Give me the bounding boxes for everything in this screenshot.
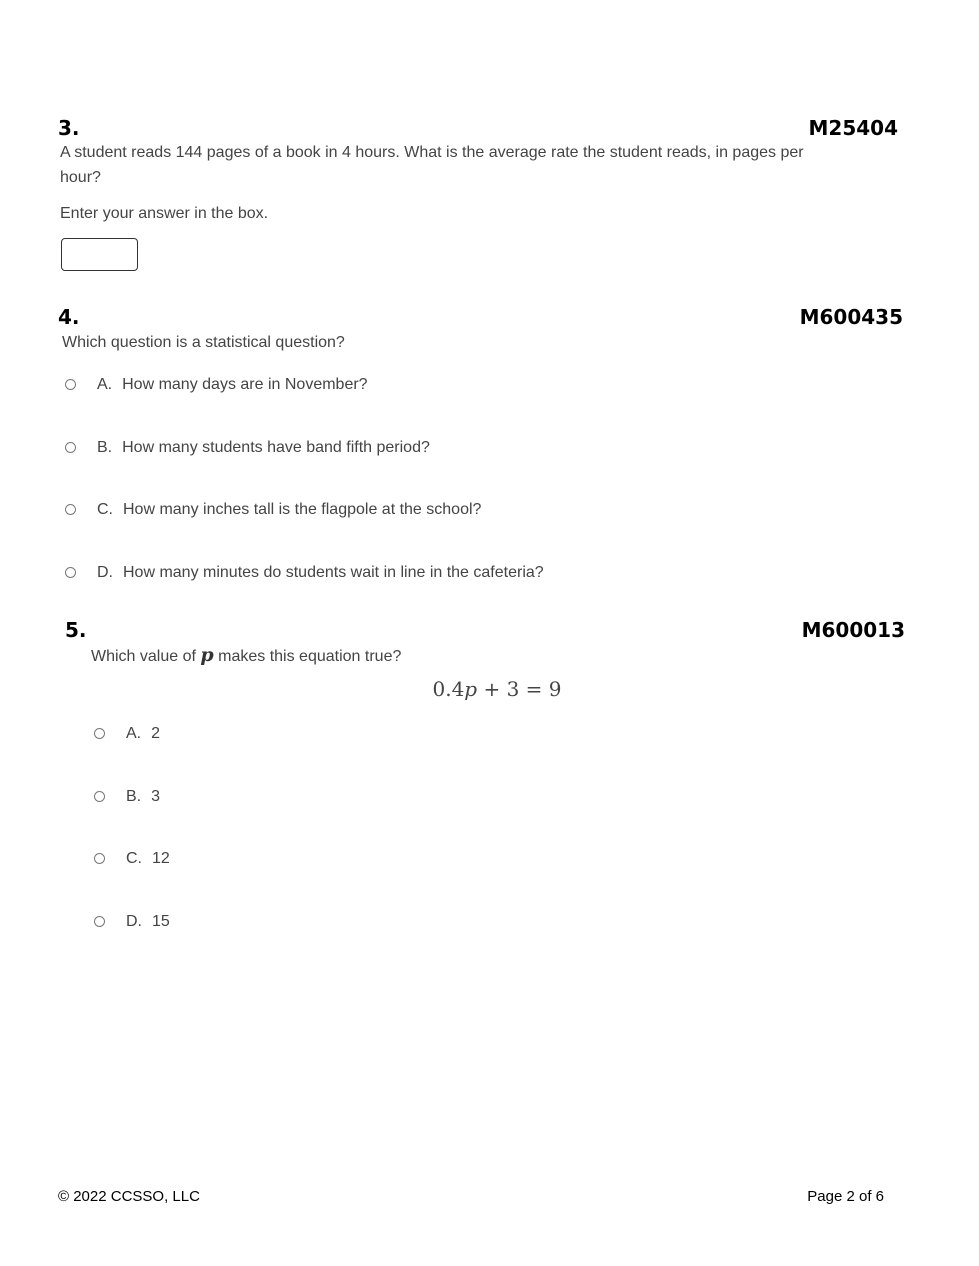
item-id: M600013 xyxy=(801,618,905,642)
question-number: 5. xyxy=(65,618,87,642)
choice-a[interactable] xyxy=(65,373,368,397)
stem-text-after: makes this equation true? xyxy=(218,648,402,665)
equation-variable: p xyxy=(464,677,478,701)
footer-page-number: Page 2 of 6 xyxy=(807,1188,884,1205)
choice-text: How many minutes do students wait in line in the cafeteria? xyxy=(123,564,544,581)
item-id: M600435 xyxy=(799,305,903,329)
choice-letter: C. xyxy=(126,850,142,867)
choice-c[interactable] xyxy=(94,847,170,871)
choice-letter: C. xyxy=(97,501,113,518)
choice-b[interactable] xyxy=(94,785,160,809)
question-stem: Which question is a statistical question? xyxy=(62,334,345,351)
question-number: 3. xyxy=(58,116,80,140)
stem-variable: p xyxy=(200,644,214,666)
choice-text: How many inches tall is the flagpole at the school? xyxy=(123,501,482,518)
radio-button[interactable] xyxy=(94,791,105,802)
choice-d[interactable] xyxy=(94,910,170,934)
choice-letter: A. xyxy=(97,376,113,393)
choice-b[interactable] xyxy=(65,436,430,460)
choice-letter: B. xyxy=(126,788,142,805)
item-id: M25404 xyxy=(808,116,898,140)
choice-a[interactable] xyxy=(94,722,160,746)
choice-letter: D. xyxy=(97,564,113,581)
equation-rest: + 3 = 9 xyxy=(477,677,562,701)
radio-button[interactable] xyxy=(94,853,105,864)
choice-text: 3 xyxy=(151,788,161,805)
choice-letter: D. xyxy=(126,913,142,930)
choice-text: 12 xyxy=(152,850,170,867)
choice-c[interactable] xyxy=(65,498,481,522)
question-stem xyxy=(91,643,401,669)
radio-button[interactable] xyxy=(65,567,76,578)
question-stem-line-2: hour? xyxy=(60,169,101,186)
equation-coefficient: 0.4 xyxy=(432,677,465,701)
radio-button[interactable] xyxy=(94,728,105,739)
radio-button[interactable] xyxy=(65,379,76,390)
radio-button[interactable] xyxy=(94,916,105,927)
question-number: 4. xyxy=(58,305,80,329)
choice-text: How many days are in November? xyxy=(122,376,368,393)
choice-text: How many students have band fifth period? xyxy=(122,439,430,456)
equation xyxy=(0,677,979,701)
choice-letter: B. xyxy=(97,439,113,456)
radio-button[interactable] xyxy=(65,442,76,453)
answer-input[interactable] xyxy=(61,238,138,271)
radio-button[interactable] xyxy=(65,504,76,515)
choice-letter: A. xyxy=(126,725,142,742)
choice-text: 2 xyxy=(151,725,161,742)
choice-text: 15 xyxy=(152,913,170,930)
choice-d[interactable] xyxy=(65,561,544,585)
stem-text-before: Which value of xyxy=(91,648,196,665)
question-stem-line-1: A student reads 144 pages of a book in 4 hours. What is the average rate the student reads, in pages per xyxy=(60,144,804,161)
answer-instruction: Enter your answer in the box. xyxy=(60,205,269,222)
footer-copyright: © 2022 CCSSO, LLC xyxy=(58,1188,200,1205)
